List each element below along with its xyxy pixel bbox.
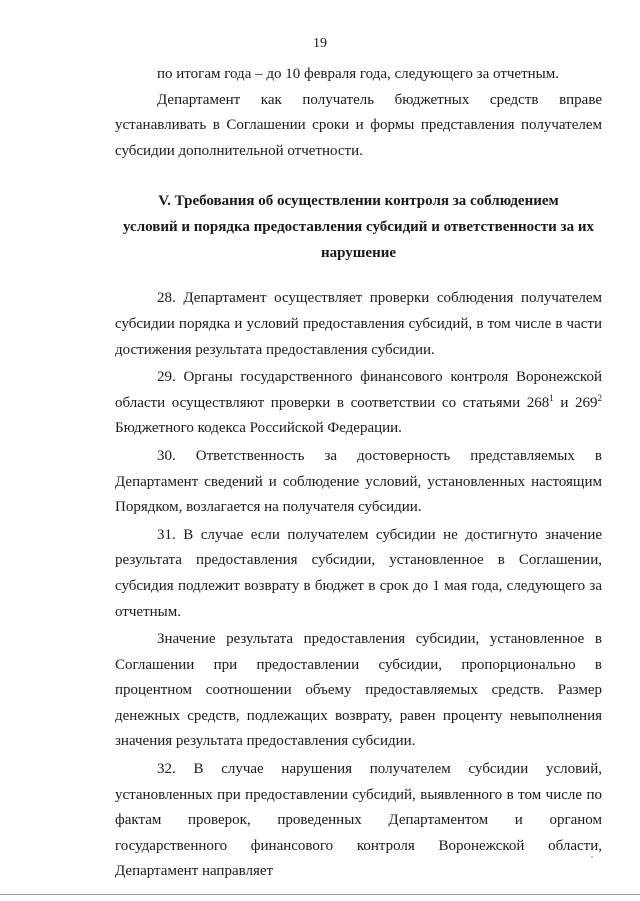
page-bottom-edge — [0, 894, 640, 895]
section-title-line-1: V. Требования об осуществлении контроля за соблюдением — [158, 193, 559, 210]
document-body — [115, 62, 602, 885]
paragraph-29 — [115, 365, 602, 442]
paragraph-30: 30. Ответственность за достоверность представляемых в Департамент сведений и соблюдение условий, установленных настоящим Порядком, возлагается на получателя субсидии. — [115, 447, 602, 516]
section-title-line-2: условий и порядка предоставления субсидий и ответственности за их — [123, 219, 594, 236]
paragraph-32: 32. В случае нарушения получателем субсидии условий, установленных при предоставлении субсидий, выявленного в том числе по фактам проверок, проведенных Департаментом и органом государственного финансового контроля Воронежской области, Департамент направляет — [115, 761, 602, 880]
paragraph-29-superscript-2: 2 — [597, 392, 603, 403]
paragraph-31: 31. В случае если получателем субсидии не достигнуто значение результата предоставления субсидии, установленное в Соглашении, субсидия подлежит возврату в бюджет в срок до 1 мая года, следующего за отчетным. — [115, 526, 602, 620]
paragraph-29-text-2: и 269 — [553, 394, 598, 411]
paragraph-31-result: Значение результата предоставления субсидии, установленное в Соглашении при предоставлении субсидии, пропорционально в процентном соотношении объему предоставляемых средств. Размер денежных средств, подлежащих возврату, равен проценту невыполнения значения результата предоставления субсидии. — [115, 631, 602, 750]
section-title — [115, 188, 602, 266]
page-number: 19 — [313, 36, 327, 51]
section-title-line-3: нарушение — [320, 245, 397, 262]
paragraph-29-text-3: Бюджетного кодекса Российской Федерации. — [115, 420, 402, 437]
paragraph-continuation: по итогам года – до 10 февраля года, следующего за отчетным. — [157, 66, 559, 82]
paragraph-28: 28. Департамент осуществляет проверки соблюдения получателем субсидии порядка и условий предоставления субсидий, в том числе в части достижения результата предоставления субсидии. — [115, 290, 602, 358]
scan-speck — [591, 856, 593, 858]
paragraph-department-rights: Департамент как получатель бюджетных средств вправе устанавливать в Соглашении сроки и формы представления получателем субсидии дополнительной отчетности. — [115, 91, 602, 159]
paragraph-29-text-1: 29. Органы государственного финансового контроля Воронежской области осуществляют проверки в соответствии со статьями 268 — [115, 369, 602, 411]
paragraph-29-superscript-1: 1 — [549, 392, 554, 403]
